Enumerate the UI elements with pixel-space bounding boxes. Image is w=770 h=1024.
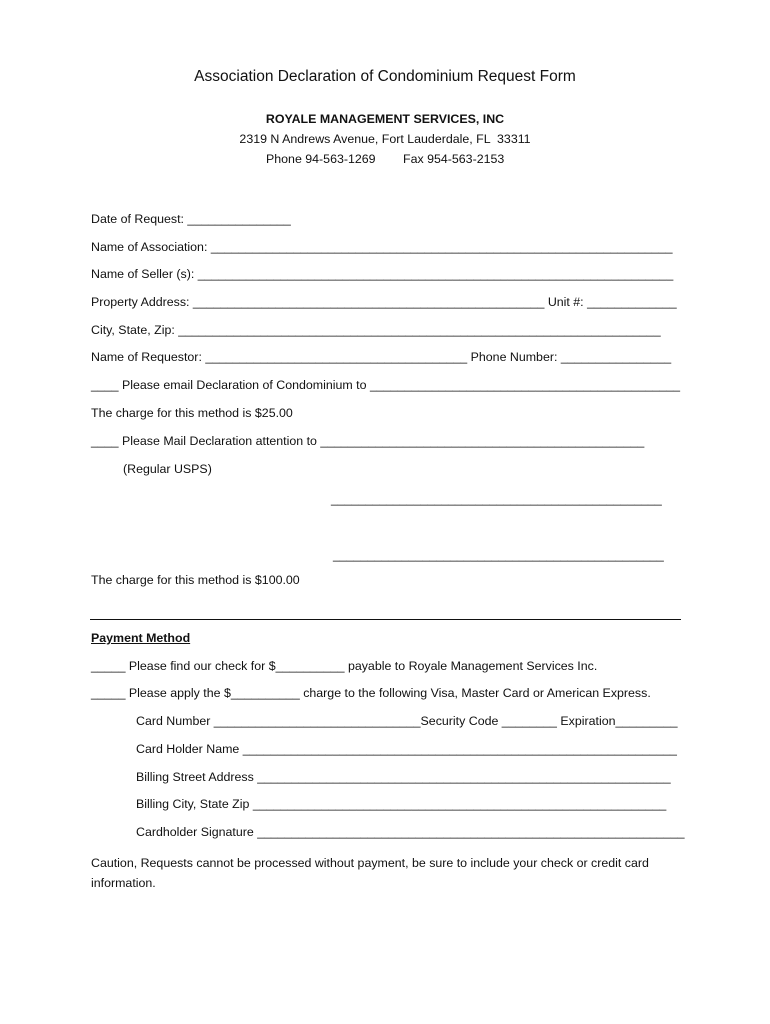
seller-name-field[interactable]: Name of Seller (s): _____________________________________________________________________ <box>91 267 674 281</box>
billing-city-field[interactable]: Billing City, State Zip ____________________________________________________________ <box>136 797 667 811</box>
city-state-zip-field[interactable]: City, State, Zip: ______________________________________________________________________ <box>91 323 661 337</box>
section-divider <box>90 619 681 620</box>
mail-address-line-2[interactable]: ________________________________________________ <box>333 548 664 562</box>
company-address: 2319 N Andrews Avenue, Fort Lauderdale, FL 33311 <box>239 132 531 146</box>
card-payment-option[interactable]: _____ Please apply the $__________ charge to the following Visa, Master Card or American Express. <box>91 686 651 700</box>
date-of-request-field[interactable]: Date of Request: _______________ <box>91 212 291 226</box>
billing-street-field[interactable]: Billing Street Address ____________________________________________________________ <box>136 770 671 784</box>
caution-note: Caution, Requests cannot be processed without payment, be sure to include your check or credit card information. <box>91 856 649 890</box>
mail-address-line-1[interactable]: ________________________________________________ <box>331 492 662 506</box>
company-fax: Fax 954-563-2153 <box>403 152 505 166</box>
association-name-field[interactable]: Name of Association: ___________________________________________________________________ <box>91 240 673 254</box>
mail-option-field[interactable]: ____ Please Mail Declaration attention to _______________________________________________ <box>91 434 645 448</box>
form-title: Association Declaration of Condominium Request Form <box>194 68 576 85</box>
email-charge-text: The charge for this method is $25.00 <box>91 406 293 420</box>
requestor-field[interactable]: Name of Requestor: ______________________________________ Phone Number: ________________ <box>91 350 672 364</box>
property-address-field[interactable]: Property Address: ___________________________________________________ Unit #: _____________ <box>91 295 677 309</box>
company-phone: Phone 94-563-1269 <box>266 152 376 166</box>
payment-method-heading: Payment Method <box>91 631 191 645</box>
card-number-field[interactable]: Card Number ______________________________Security Code ________ Expiration_________ <box>136 714 678 728</box>
card-holder-field[interactable]: Card Holder Name _______________________________________________________________ <box>136 742 677 756</box>
company-name: ROYALE MANAGEMENT SERVICES, INC <box>265 112 505 126</box>
check-payment-option[interactable]: _____ Please find our check for $__________ payable to Royale Management Services Inc. <box>91 659 598 673</box>
email-option-field[interactable]: ____ Please email Declaration of Condominium to _____________________________________________ <box>91 378 681 392</box>
mail-charge-text: The charge for this method is $100.00 <box>91 573 300 587</box>
cardholder-signature-field[interactable]: Cardholder Signature ______________________________________________________________ <box>136 825 685 839</box>
mail-note: (Regular USPS) <box>123 462 212 476</box>
